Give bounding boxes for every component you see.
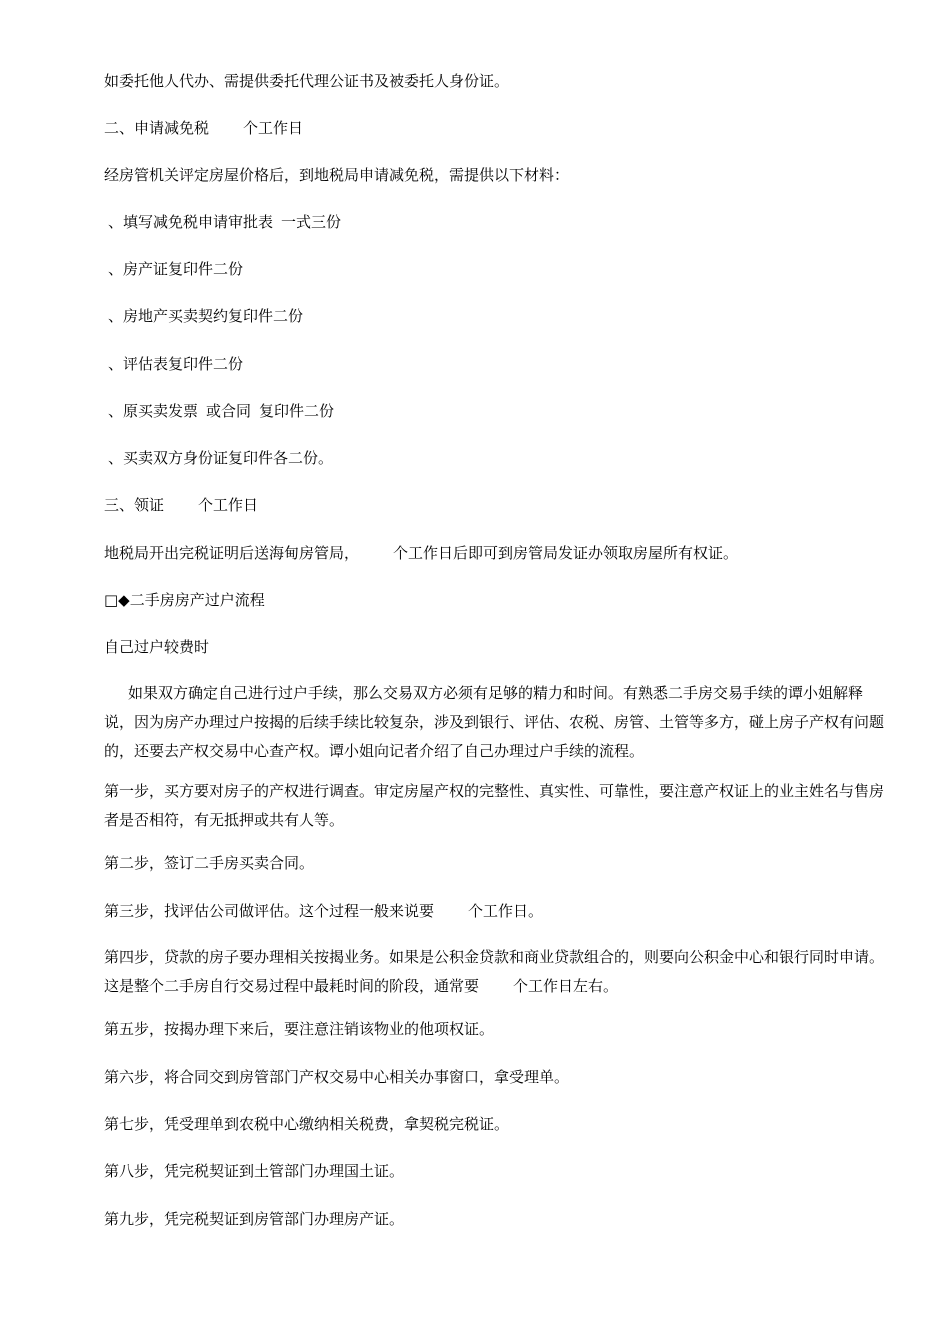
step-2: 第二步，签订二手房买卖合同。	[104, 854, 315, 872]
step-4: 第四步，贷款的房子要办理相关按揭业务。如果是公积金贷款和商业贷款组合的，则要向公积金中心和银行同时申请。这是整个二手房自行交易过程中最耗时间的阶段，通常要 个工作日左右。	[104, 948, 885, 995]
list-item: 、评估表复印件二份	[108, 355, 244, 373]
section-heading: 二、申请减免税 个工作日	[104, 119, 304, 137]
list-item: 、买卖双方身份证复印件各二份。	[108, 449, 334, 467]
step-9: 第九步，凭完税契证到房管部门办理房产证。	[104, 1210, 405, 1228]
text-line: 地税局开出完税证明后送海甸房管局， 个工作日后即可到房管局发证办领取房屋所有权证。	[104, 544, 739, 562]
list-item: 、填写减免税申请审批表 一式三份	[108, 213, 342, 231]
step-7: 第七步，凭受理单到农税中心缴纳相关税费，拿契税完税证。	[104, 1115, 510, 1133]
step-5: 第五步，按揭办理下来后，要注意注销该物业的他项权证。	[104, 1020, 495, 1038]
text-line: 如委托他人代办、需提供委托代理公证书及被委托人身份证。	[104, 72, 510, 90]
step-8: 第八步，凭完税契证到土管部门办理国土证。	[104, 1162, 405, 1180]
section-heading: 三、领证 个工作日	[104, 496, 259, 514]
list-item: 、房产证复印件二份	[108, 260, 244, 278]
text-line: 经房管机关评定房屋价格后，到地税局申请减免税，需提供以下材料：	[104, 166, 570, 184]
section-title: □◆二手房房产过户流程	[104, 591, 265, 609]
subtitle: 自己过户较费时	[104, 638, 210, 656]
paragraph-intro: 如果双方确定自己进行过户手续，那么交易双方必须有足够的精力和时间。有熟悉二手房交易手续的谭小姐解释说，因为房产办理过户按揭的后续手续比较复杂，涉及到银行、评估、农税、房管、土管等多方，碰上房子产权有问题的，还要去产权交易中心查产权。谭小姐向记者介绍了自己办理过户手续的流程。	[104, 684, 885, 760]
step-3: 第三步，找评估公司做评估。这个过程一般来说要 个工作日。	[104, 902, 544, 920]
list-item: 、原买卖发票 或合同 复印件二份	[108, 402, 335, 420]
step-6: 第六步，将合同交到房管部门产权交易中心相关办事窗口，拿受理单。	[104, 1068, 570, 1086]
list-item: 、房地产买卖契约复印件二份	[108, 307, 304, 325]
step-1: 第一步，买方要对房子的产权进行调查。审定房屋产权的完整性、真实性、可靠性，要注意产权证上的业主姓名与售房者是否相符，有无抵押或共有人等。	[104, 782, 885, 829]
